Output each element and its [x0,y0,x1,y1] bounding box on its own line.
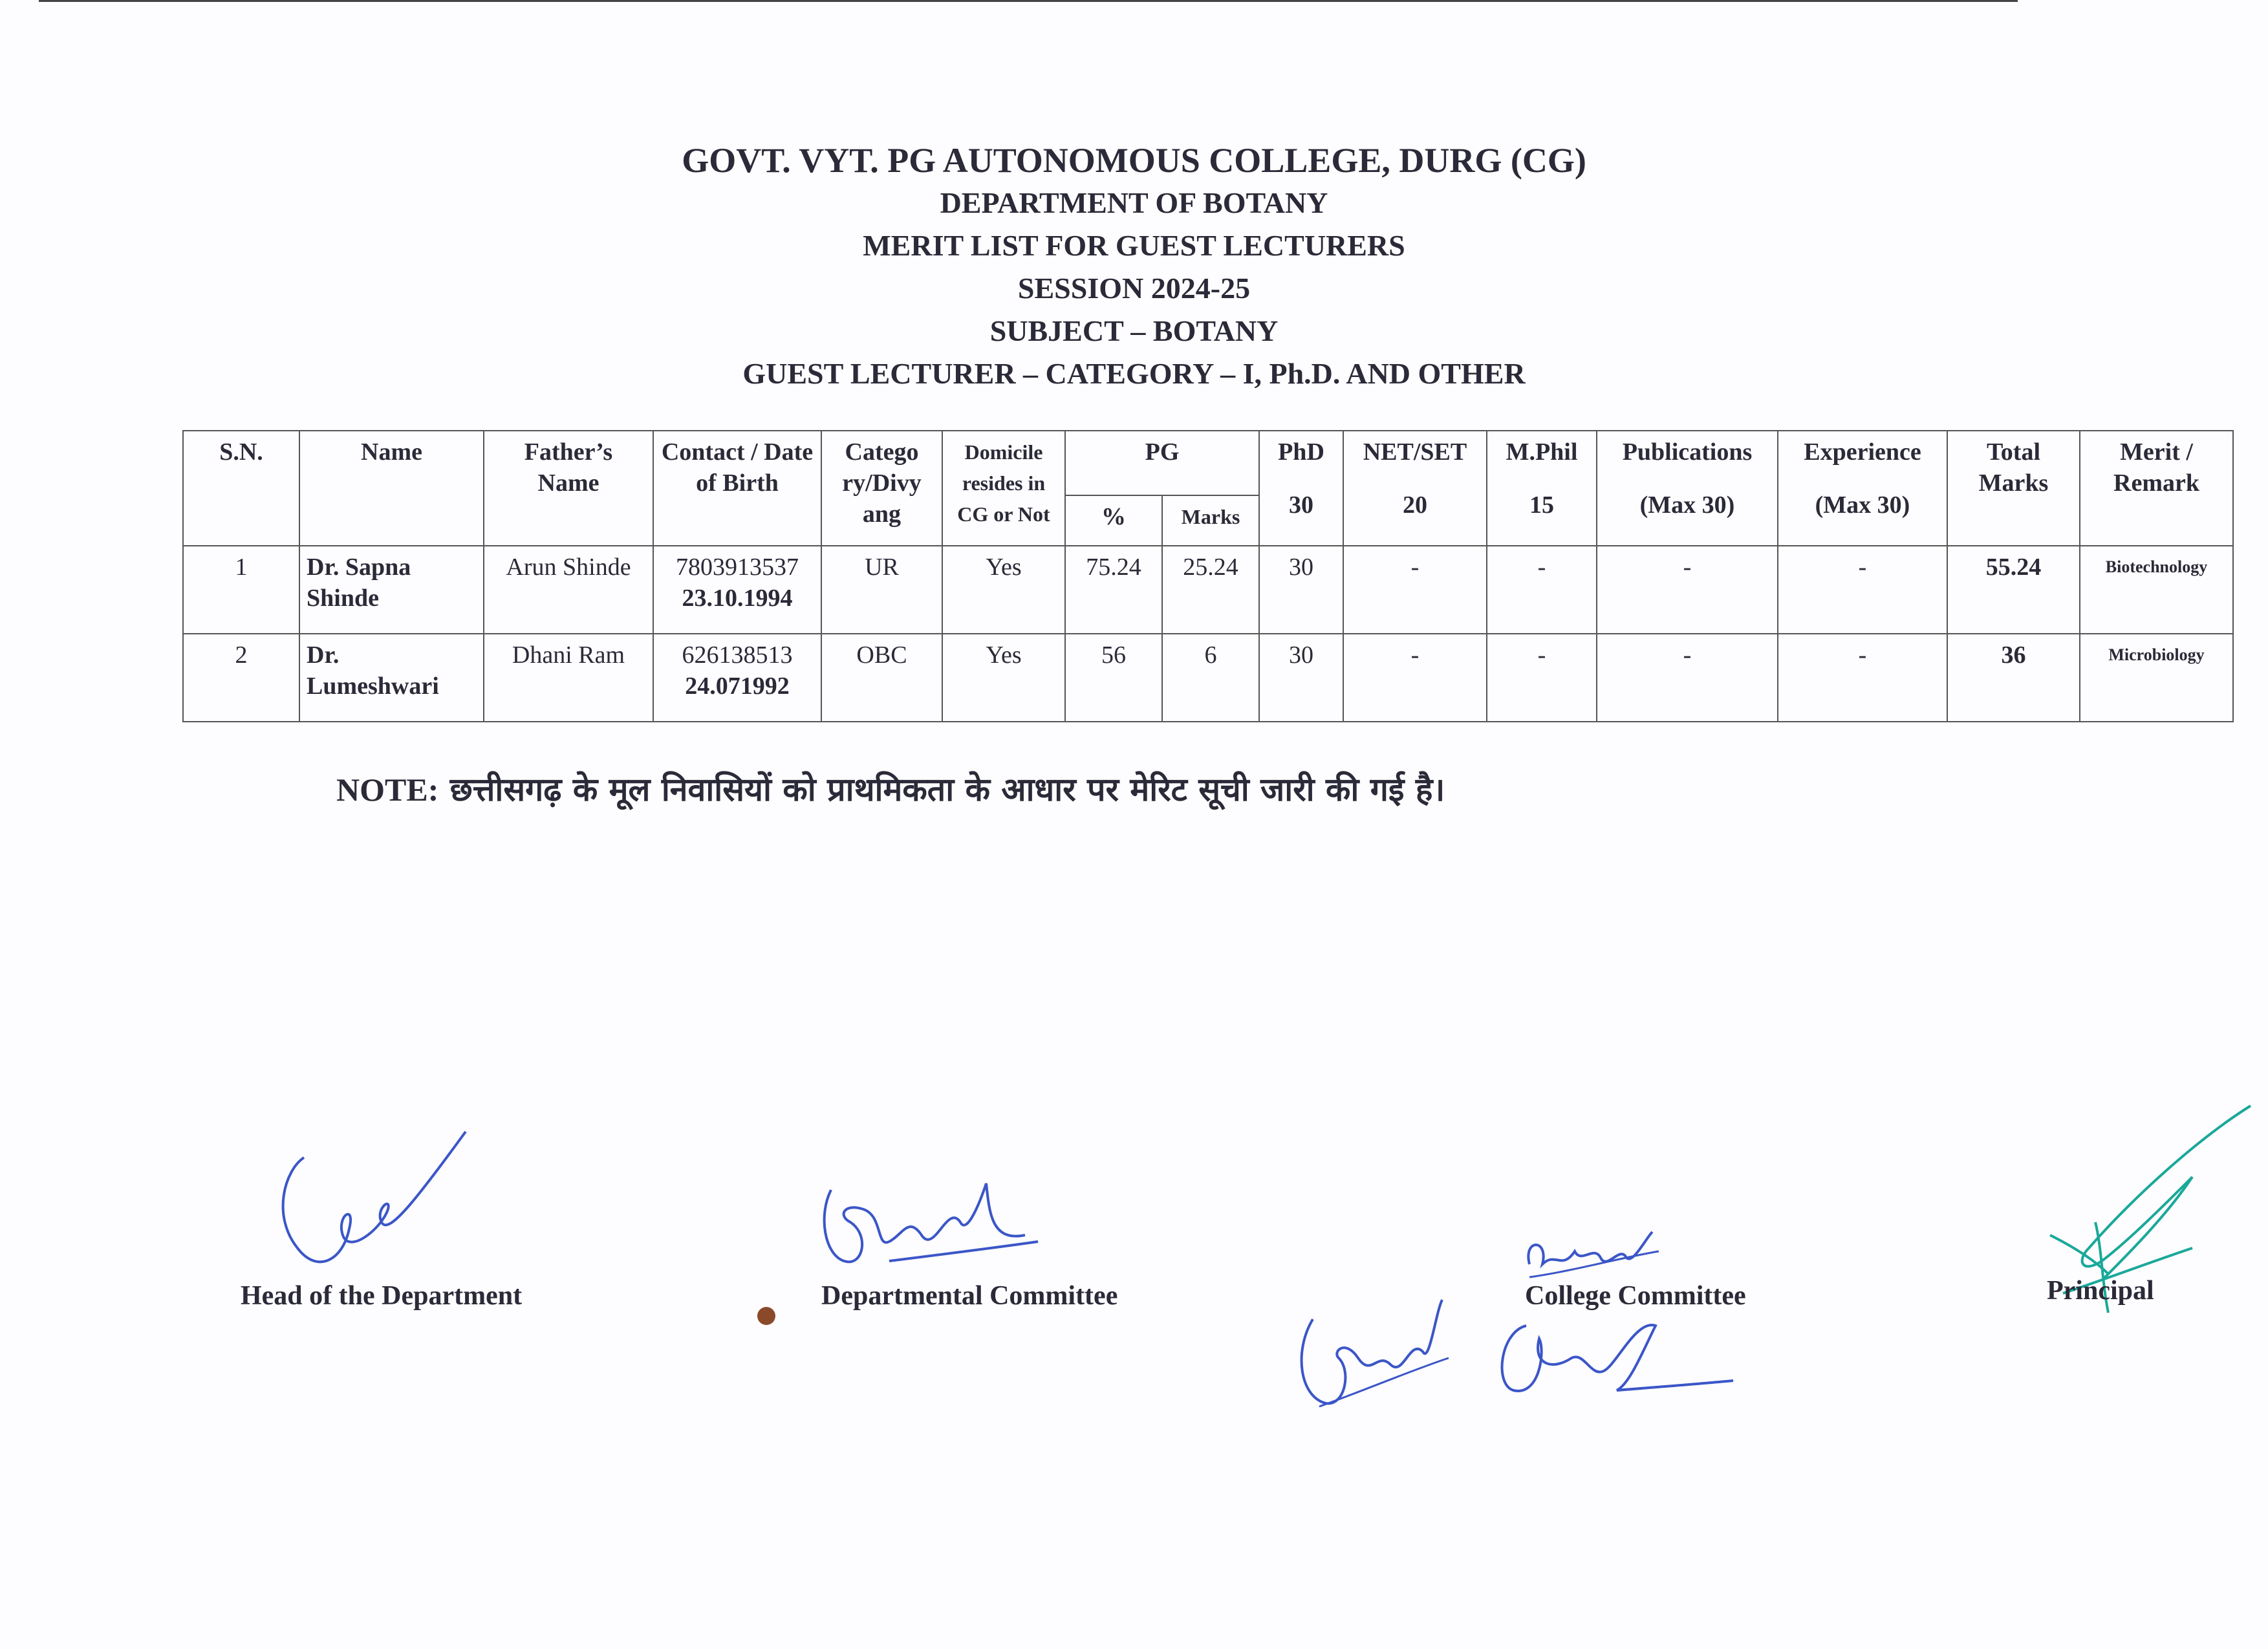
header-mphil-max: 15 [1529,491,1554,519]
cell-father: Arun Shinde [484,546,653,634]
cell-contact-number: 7803913537 [676,554,799,581]
note-label: NOTE: [336,771,439,808]
subject-title: SUBJECT – BOTANY [989,314,1279,347]
cell-netset: - [1343,546,1487,634]
header-experience [1778,431,1947,546]
header-phd-label: PhD [1278,438,1324,466]
college-committee-label: College Committee [1525,1281,1746,1311]
cell-experience: - [1778,546,1947,634]
cell-domicile: Yes [942,546,1065,634]
cell-total: 36 [1947,634,2080,722]
department-title: DEPARTMENT OF BOTANY [940,186,1328,219]
departmental-committee-label: Departmental Committee [821,1281,1118,1311]
college-committee-signature-left [1287,1293,1462,1423]
cell-contact [653,634,821,722]
cell-netset: - [1343,634,1487,722]
cell-dob: 23.10.1994 [682,585,793,612]
note [336,766,1445,810]
header-pg: PG [1065,431,1259,495]
cell-sn: 1 [183,546,299,634]
college-title: GOVT. VYT. PG AUTONOMOUS COLLEGE, DURG (CG) [682,141,1586,180]
ink-blot [750,1300,783,1332]
cell-mphil: - [1487,634,1597,722]
cell-phd: 30 [1259,634,1343,722]
merit-table [182,430,2234,722]
document-header [0,139,2268,395]
header-publications-label: Publications [1622,438,1753,466]
header-mphil [1487,431,1597,546]
note-text: छत्तीसगढ़ के मूल निवासियों को प्राथमिकता के आधार पर मेरिट सूची जारी की गई है। [449,771,1445,808]
header-contact: Contact / Date of Birth [653,431,821,546]
header-total: Total Marks [1947,431,2080,546]
session-title: SESSION 2024-25 [1017,272,1251,305]
header-name: Name [299,431,484,546]
header-experience-max: (Max 30) [1815,491,1910,519]
cell-name: Dr. Sapna Shinde [299,546,484,634]
header-netset-label: NET/SET [1363,438,1467,466]
header-pg-marks: Marks [1162,495,1259,546]
cell-domicile: Yes [942,634,1065,722]
table-header-row [183,431,2233,495]
cell-category: UR [821,546,942,634]
header-phd [1259,431,1343,546]
header-pg-percent: % [1065,495,1162,546]
cell-contact-number: 626138513 [682,641,793,669]
cell-category: OBC [821,634,942,722]
cell-phd: 30 [1259,546,1343,634]
hod-signature [259,1119,479,1287]
table-row [183,634,2233,722]
header-phd-max: 30 [1289,491,1313,519]
cell-sn: 2 [183,634,299,722]
header-father: Father’s Name [484,431,653,546]
header-sn: S.N. [183,431,299,546]
header-publications [1597,431,1778,546]
cell-publications: - [1597,546,1778,634]
principal-label: Principal [2047,1276,2154,1306]
cell-remark: Microbiology [2080,634,2233,722]
table-row [183,546,2233,634]
cell-pg-marks: 6 [1162,634,1259,722]
cell-remark: Biotechnology [2080,546,2233,634]
hod-label: Head of the Department [241,1281,523,1311]
top-edge-line [39,0,2018,2]
departmental-committee-signature [812,1164,1044,1274]
cell-pg-marks: 25.24 [1162,546,1259,634]
cell-dob: 24.071992 [685,673,790,700]
cell-mphil: - [1487,546,1597,634]
cell-name: Dr. Lumeshwari [299,634,484,722]
header-netset-max: 20 [1403,491,1427,519]
header-publications-max: (Max 30) [1639,491,1735,519]
header-netset [1343,431,1487,546]
cell-experience: - [1778,634,1947,722]
cell-pg-percent: 75.24 [1065,546,1162,634]
header-remark: Merit / Remark [2080,431,2233,546]
category-title: GUEST LECTURER – CATEGORY – I, Ph.D. AND OTHER [742,357,1526,390]
header-category: Catego ry/Divy ang [821,431,942,546]
cell-total: 55.24 [1947,546,2080,634]
college-committee-signature-right [1487,1313,1740,1410]
header-domicile: Domicile resides in CG or Not [942,431,1065,546]
list-title: MERIT LIST FOR GUEST LECTURERS [863,229,1405,262]
cell-publications: - [1597,634,1778,722]
header-experience-label: Experience [1804,438,1921,466]
college-committee-signature-top [1517,1225,1665,1284]
header-mphil-label: M.Phil [1506,438,1578,466]
cell-pg-percent: 56 [1065,634,1162,722]
cell-contact [653,546,821,634]
cell-father: Dhani Ram [484,634,653,722]
